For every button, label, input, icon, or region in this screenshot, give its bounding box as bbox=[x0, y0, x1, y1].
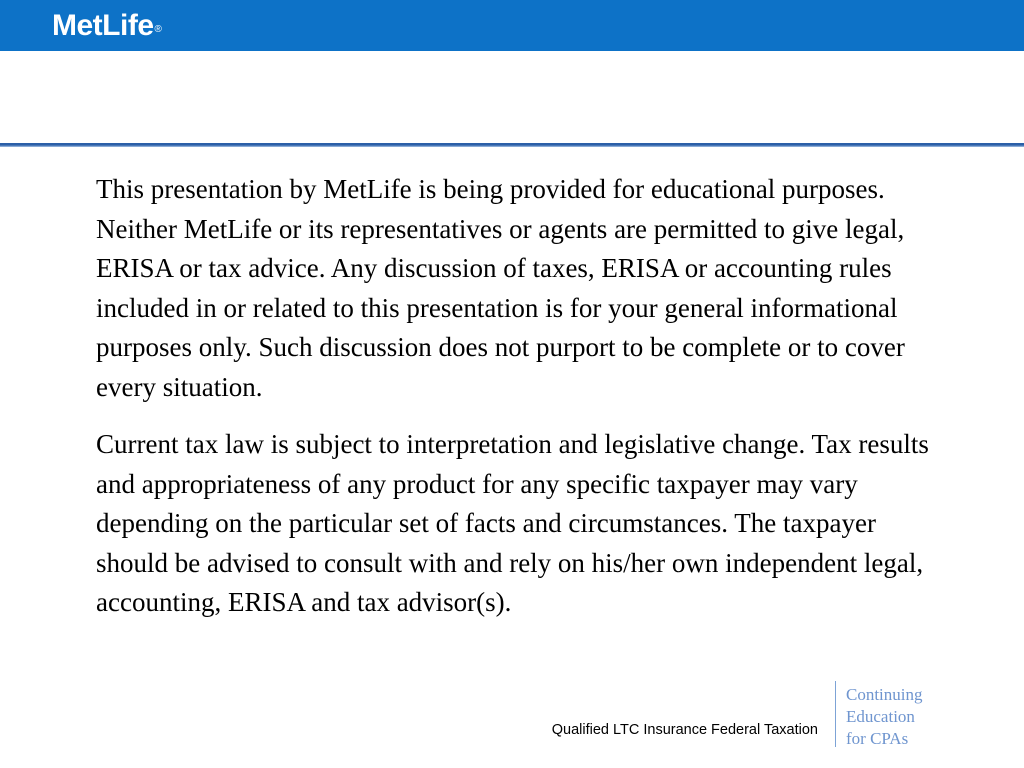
disclaimer-paragraph-2: Current tax law is subject to interpretation and legislative change. Tax results and appropriateness of any product for any specific taxpayer may vary depending on the particular set of facts and circumstances. The taxpayer should be advised to consult with and rely on his/her own independent legal, accounting, ERISA and tax advisor(s). bbox=[96, 429, 929, 617]
metlife-logo bbox=[52, 6, 161, 46]
cpe-badge bbox=[846, 684, 923, 750]
logo-text: MetLife bbox=[52, 9, 154, 42]
header-divider bbox=[0, 143, 1024, 147]
footer-divider bbox=[835, 681, 836, 747]
disclaimer-text bbox=[96, 170, 936, 623]
header-bar bbox=[0, 0, 1024, 51]
registered-mark: ® bbox=[154, 24, 162, 35]
cpe-line-3: for CPAs bbox=[846, 729, 909, 748]
cpe-line-1: Continuing bbox=[846, 685, 923, 704]
disclaimer-paragraph-1: This presentation by MetLife is being provided for educational purposes. Neither MetLife or its representatives or agents are permitted to give legal, ERISA or tax advice. Any discussion of taxes, ERISA or accounting rules included in or related to this presentation is for your general informational purposes only. Such discussion does not purport to be complete or to cover every situation. bbox=[96, 174, 905, 402]
cpe-line-2: Education bbox=[846, 707, 915, 726]
footer-title: Qualified LTC Insurance Federal Taxation bbox=[551, 722, 818, 738]
